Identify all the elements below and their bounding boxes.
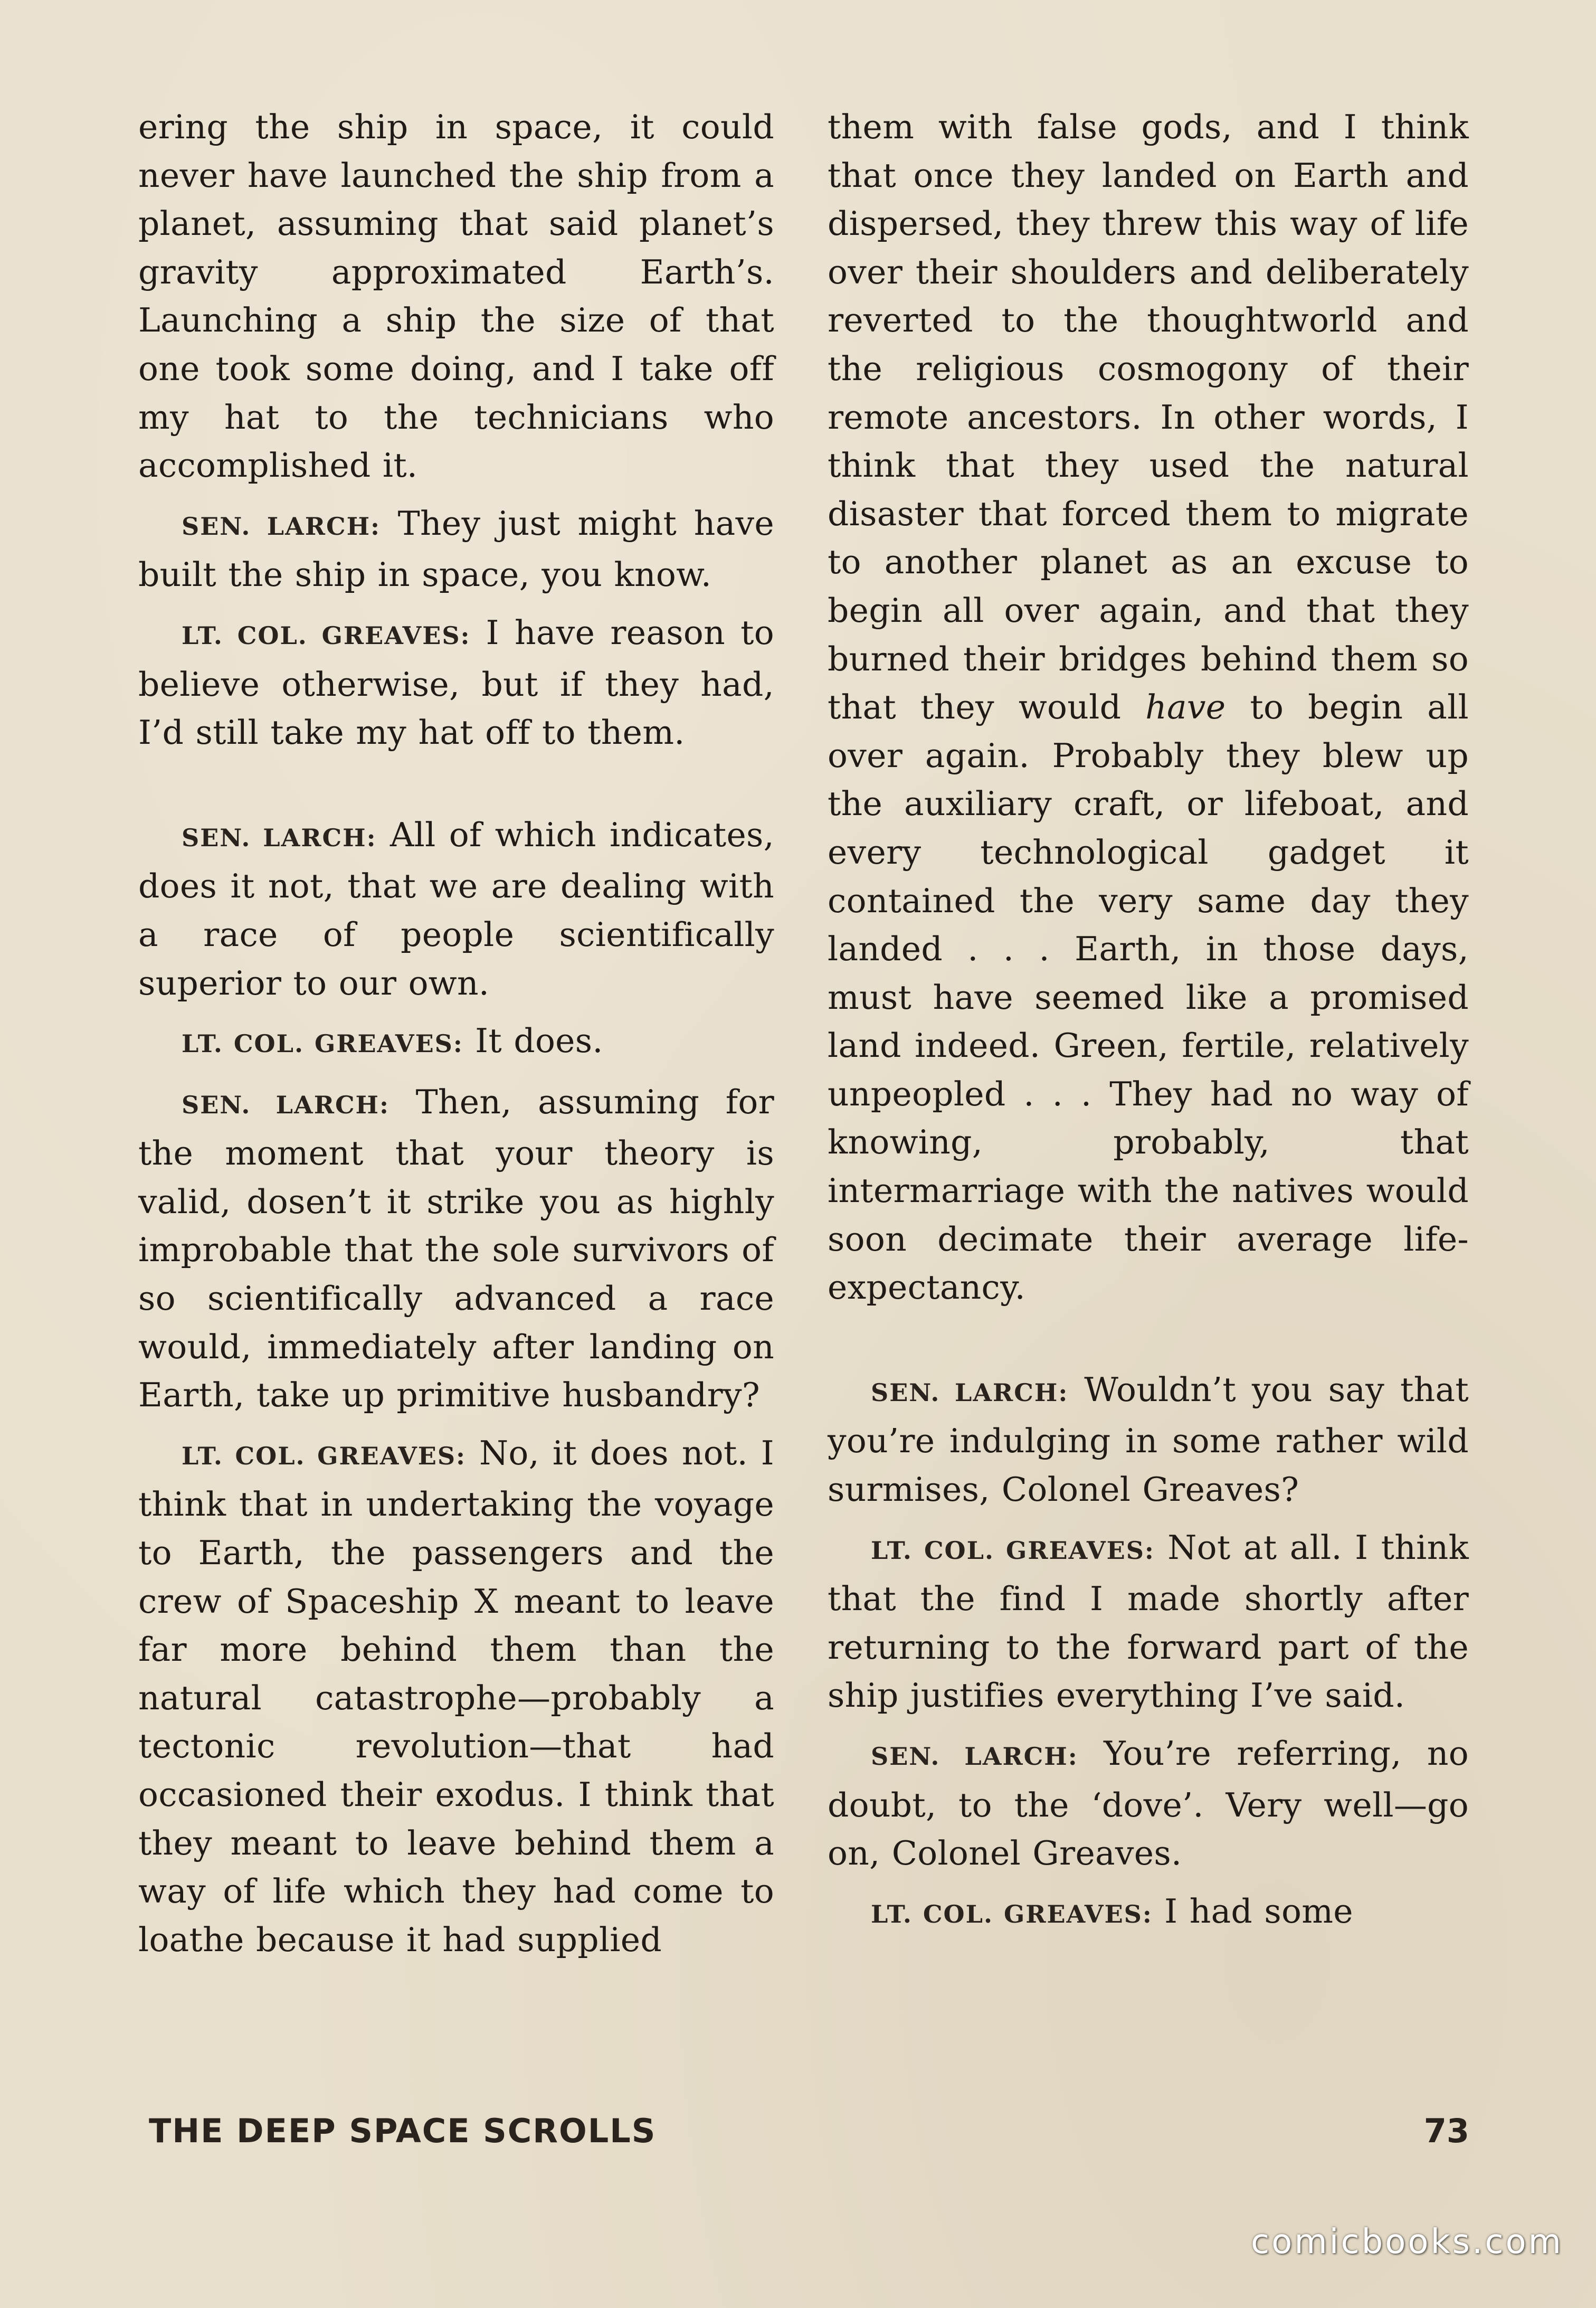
dialogue-text: You’re referring, no doubt, to the ‘dove’. Very well—go on, Colonel Greaves. [828, 1734, 1469, 1873]
page-number: 73 [1423, 2112, 1469, 2150]
paragraph-text: ering the ship in space, it could never have launched the ship from a planet, assuming that said planet’s gravity approximated Earth’s. Launching a ship the size of that one took some doing, and I take off my hat to the technicians who accomplished it. [138, 108, 774, 485]
dialogue-text: Not at all. I think that the find I made shortly after returning to the forward part of the ship justifies everything I’ve said. [828, 1528, 1469, 1715]
italic-emphasis: have [1145, 688, 1226, 727]
dialogue-paragraph [138, 609, 774, 757]
dialogue-paragraph [828, 1366, 1469, 1514]
left-text-column [138, 103, 774, 1964]
running-footer-title: THE DEEP SPACE SCROLLS [149, 2112, 657, 2150]
right-text-column [828, 103, 1469, 1938]
speaker-label: LT. COL. GREAVES: [182, 621, 471, 650]
speaker-label: LT. COL. GREAVES: [871, 1899, 1153, 1928]
speaker-label: SEN. LARCH: [871, 1742, 1078, 1771]
dialogue-paragraph [138, 811, 774, 1007]
dialogue-paragraph [138, 1078, 774, 1420]
dialogue-text: Wouldn’t you say that you’re indulging in some rather wild surmises, Colonel Greaves? [828, 1370, 1469, 1509]
dialogue-paragraph [828, 1887, 1469, 1939]
dialogue-paragraph [138, 1017, 774, 1068]
speaker-label: SEN. LARCH: [182, 1090, 390, 1119]
speaker-label: SEN. LARCH: [871, 1378, 1069, 1407]
paragraph [828, 103, 1469, 1312]
speaker-label: SEN. LARCH: [182, 823, 377, 852]
dialogue-text: All of which indicates, does it not, that we are dealing with a race of people scientifically superior to our own. [138, 815, 775, 1002]
dialogue-paragraph [138, 499, 774, 599]
dialogue-text: They just might have built the ship in space, you know. [138, 504, 775, 594]
paragraph [138, 103, 774, 490]
paragraph-text: to begin all over again. Probably they blew up the auxiliary craft, or lifeboat, and every technological gadget it contained the very same day they landed . . . Earth, in those days, must have seemed like a promised land indeed. Green, fertile, relatively unpeopled . . . They had no way of knowing, probably, that intermarriage with the natives would soon decimate their average life-expectancy. [828, 688, 1469, 1307]
dialogue-text: No, it does not. I think that in undertaking the voyage to Earth, the passengers and the crew of Spaceship X meant to leave far more behind them than the natural catastrophe—probably a tectonic revolution—that had occasioned their exodus. I think that they meant to leave behind them a way of life which they had come to loathe because it had supplied [138, 1433, 774, 1959]
dialogue-paragraph [828, 1729, 1469, 1878]
speaker-label: LT. COL. GREAVES: [182, 1029, 463, 1058]
dialogue-text: I have reason to believe otherwise, but if they had, I’d still take my hat off to them. [138, 613, 774, 752]
paragraph-text: them with false gods, and I think that once they landed on Earth and dispersed, they threw this way of life over their shoulders and deliberately reverted to the thoughtworld and the religious cosmogony of their remote ancestors. In other words, I think that they used the natural disaster that forced them to migrate to another planet as an excuse to begin all over again, and that they burned their bridges behind them so that they would [828, 108, 1469, 727]
dialogue-text: Then, assuming for the moment that your theory is valid, dosen’t it strike you as highly improbable that the sole survivors of so scientifically advanced a race would, immediately after landing on Earth, take up primitive husbandry? [138, 1082, 774, 1415]
dialogue-text: It does. [463, 1021, 603, 1061]
dialogue-paragraph [828, 1524, 1469, 1720]
site-watermark: comicbooks.com [1250, 2222, 1563, 2262]
speaker-label: LT. COL. GREAVES: [871, 1536, 1155, 1565]
dialogue-paragraph [138, 1429, 774, 1964]
speaker-label: LT. COL. GREAVES: [182, 1441, 467, 1470]
speaker-label: SEN. LARCH: [182, 512, 381, 541]
dialogue-text: I had some [1152, 1891, 1353, 1931]
